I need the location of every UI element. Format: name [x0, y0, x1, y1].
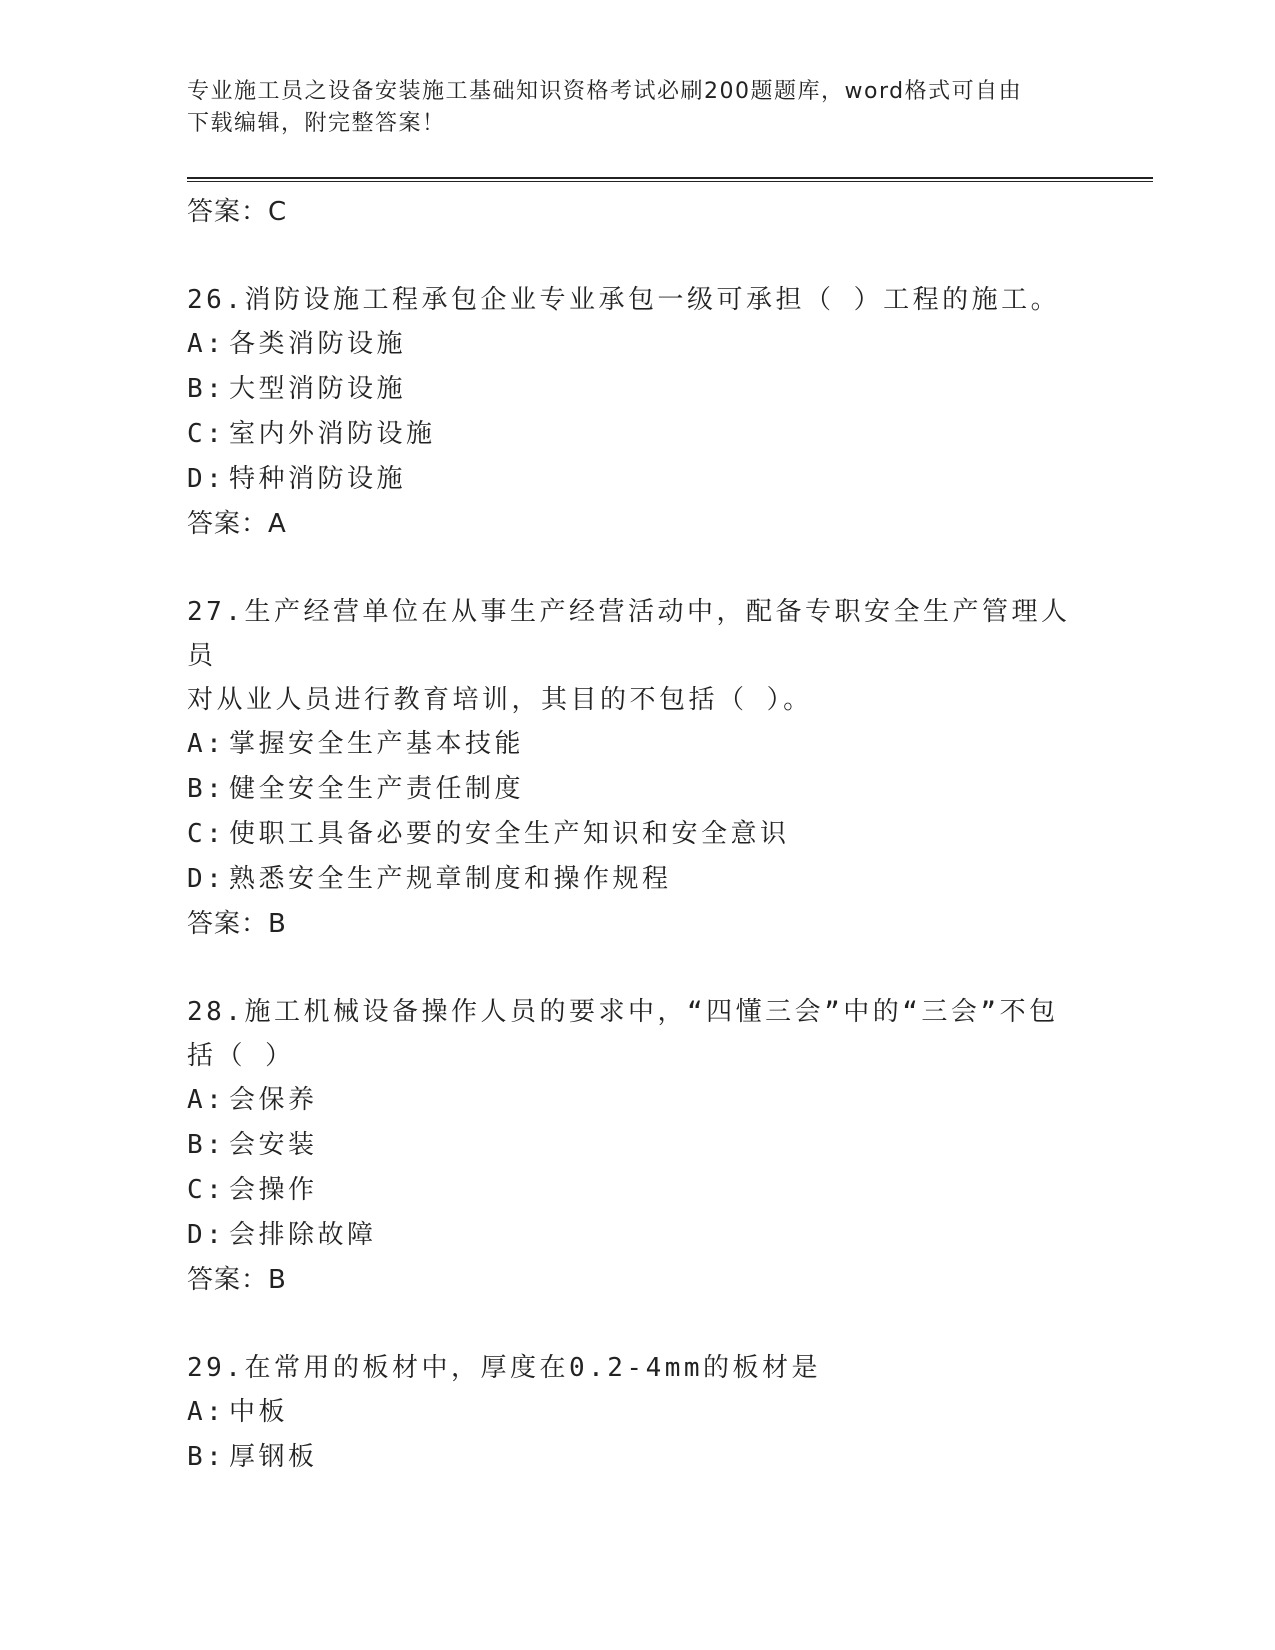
option-letter: D:: [187, 464, 226, 494]
option-letter: A:: [187, 1085, 226, 1115]
answer-label: 答案：B: [187, 1265, 287, 1295]
question-text-line-1: 27.生产经营单位在从事生产经营活动中，配备专职安全生产管理人员: [187, 597, 1071, 671]
question-26: [187, 278, 1087, 546]
header-divider-thick: [187, 177, 1153, 179]
option-letter: A:: [187, 1397, 226, 1427]
question-text-line-1: 28.施工机械设备操作人员的要求中，“四懂三会”中的“三会”不包: [187, 997, 1059, 1027]
option-letter: B:: [187, 1442, 226, 1472]
option-b: [187, 1123, 1087, 1168]
option-b: [187, 767, 1087, 812]
option-a: [187, 1390, 1087, 1435]
option-c: [187, 412, 1087, 457]
question-list: [187, 190, 1087, 1480]
option-d: [187, 457, 1087, 502]
option-text: 厚钢板: [229, 1442, 318, 1472]
option-text: 室内外消防设施: [229, 419, 436, 449]
header-divider-thin: [187, 181, 1153, 182]
option-letter: B:: [187, 1130, 226, 1160]
option-a: [187, 322, 1087, 367]
option-letter: D:: [187, 864, 226, 894]
option-text: 会安装: [229, 1130, 318, 1160]
option-text: 会保养: [229, 1085, 318, 1115]
option-text: 各类消防设施: [229, 329, 407, 359]
option-b: [187, 1435, 1087, 1480]
option-a: [187, 722, 1087, 767]
option-text: 特种消防设施: [229, 464, 407, 494]
option-letter: C:: [187, 1175, 226, 1205]
question-text-line-2: 对从业人员进行教育培训，其目的不包括（ ）。: [187, 685, 813, 715]
question-text-line-2: 括（ ）: [187, 1041, 295, 1071]
option-text: 大型消防设施: [229, 374, 407, 404]
question-28: [187, 990, 1087, 1302]
option-text: 掌握安全生产基本技能: [229, 729, 525, 759]
option-letter: B:: [187, 374, 226, 404]
option-letter: A:: [187, 729, 226, 759]
option-c: [187, 1168, 1087, 1213]
option-letter: C:: [187, 419, 226, 449]
question-text: 26.消防设施工程承包企业专业承包一级可承担（ ）工程的施工。: [187, 285, 1061, 315]
option-text: 会排除故障: [229, 1220, 377, 1250]
question-text: 29.在常用的板材中，厚度在0.2-4mm的板材是: [187, 1353, 822, 1383]
header-line-1: 专业施工员之设备安装施工基础知识资格考试必刷200题题库，word格式可自由: [187, 79, 1023, 104]
option-text: 使职工具备必要的安全生产知识和安全意识: [229, 819, 790, 849]
option-letter: A:: [187, 329, 226, 359]
option-b: [187, 367, 1087, 412]
option-letter: B:: [187, 774, 226, 804]
question-29: [187, 1346, 1087, 1480]
header-line-2: 下载编辑，附完整答案！: [187, 111, 446, 136]
answer-label: 答案：C: [187, 197, 288, 227]
page-header: [187, 76, 1077, 140]
option-a: [187, 1078, 1087, 1123]
option-letter: C:: [187, 819, 226, 849]
answer-label: 答案：B: [187, 909, 287, 939]
option-text: 中板: [229, 1397, 289, 1427]
option-d: [187, 857, 1087, 902]
question-27: [187, 590, 1087, 946]
option-text: 健全安全生产责任制度: [229, 774, 525, 804]
option-letter: D:: [187, 1220, 226, 1250]
option-text: 会操作: [229, 1175, 318, 1205]
answer-label: 答案：A: [187, 509, 287, 539]
option-d: [187, 1213, 1087, 1258]
option-text: 熟悉安全生产规章制度和操作规程: [229, 864, 672, 894]
option-c: [187, 812, 1087, 857]
